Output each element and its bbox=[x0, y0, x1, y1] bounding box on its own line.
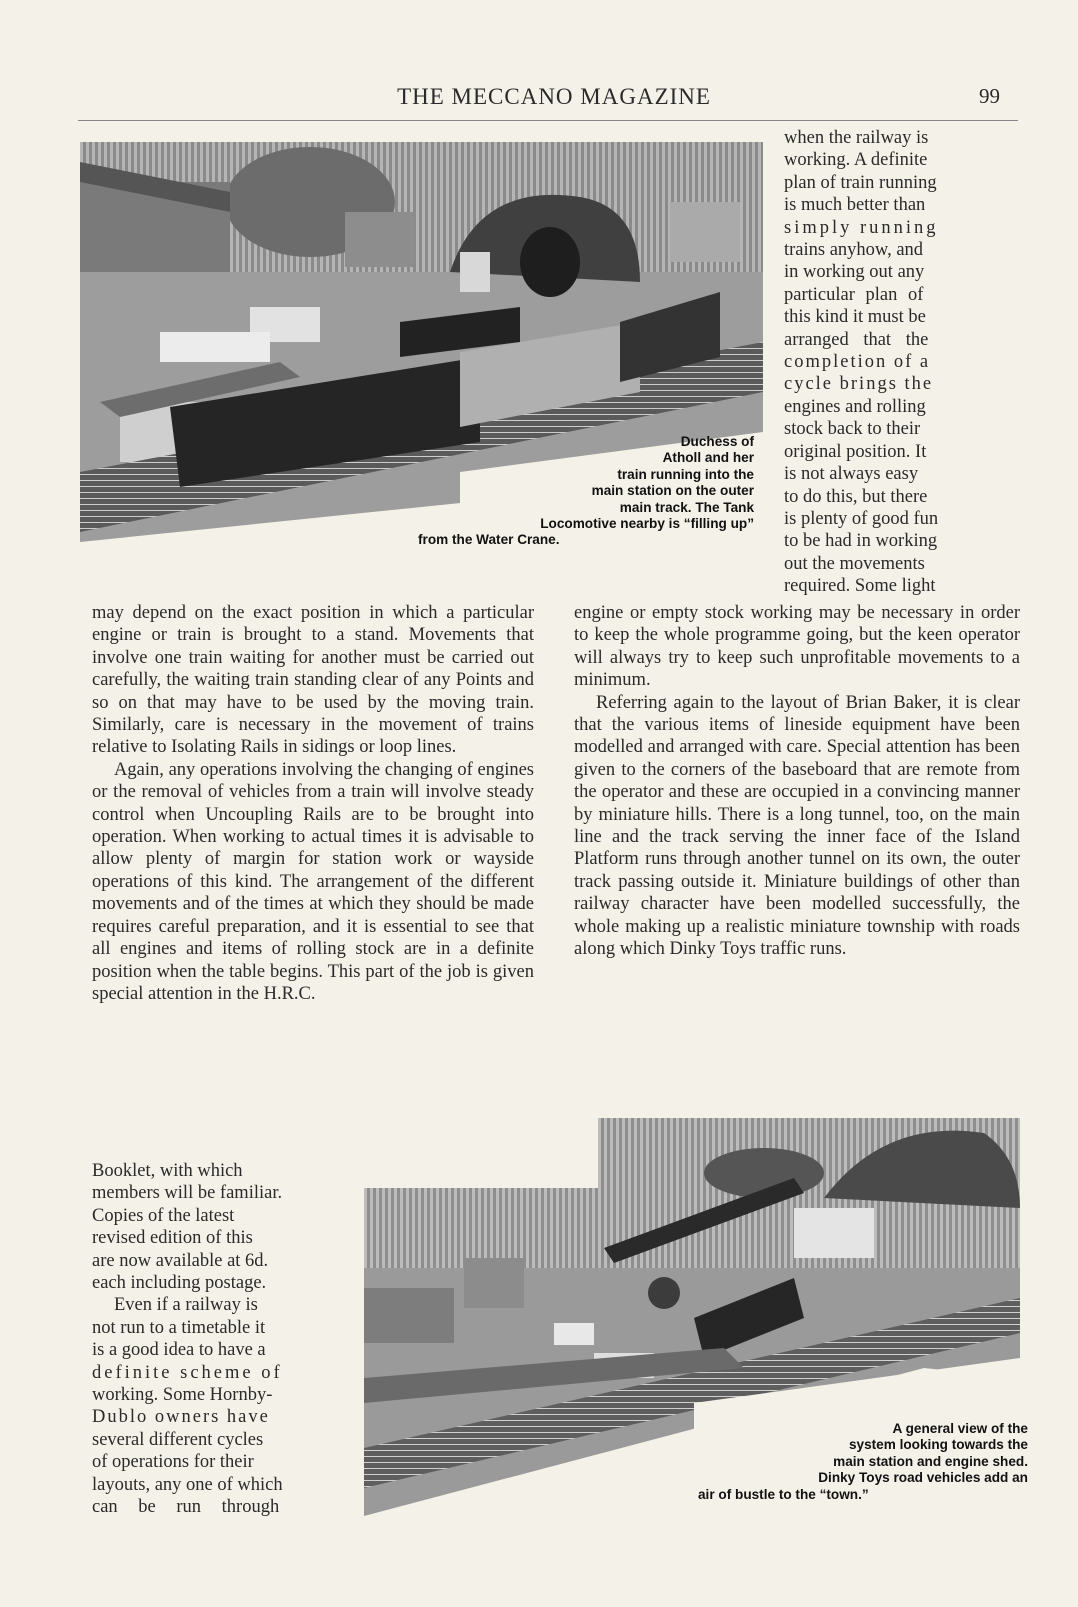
text-line: out the movements bbox=[784, 553, 925, 574]
caption-line: Dinky Toys road vehicles add an bbox=[818, 1470, 1028, 1486]
text-line: this kind it must be bbox=[784, 307, 926, 328]
text-line: Even if a railway is bbox=[114, 1295, 258, 1316]
text-line: not run to a timetable it bbox=[92, 1317, 266, 1338]
magazine-title: THE MECCANO MAGAZINE bbox=[397, 84, 711, 109]
text-line: working. Some Hornby- bbox=[92, 1385, 273, 1406]
text-line: engines and rolling bbox=[784, 396, 926, 417]
text-line: required. Some light bbox=[784, 576, 936, 597]
caption-line: Atholl and her bbox=[662, 450, 754, 466]
text-line: original position. It bbox=[784, 441, 927, 462]
caption-line: system looking towards the bbox=[848, 1437, 1028, 1453]
paragraph: engine or empty stock working may be necessary in order to keep the whole programme going, but the keen operator will always try to keep such unprofitable movements to a minimum. bbox=[574, 603, 1020, 691]
caption-line: A general view of the bbox=[892, 1421, 1028, 1436]
paragraph: may depend on the exact position in which a particular engine or train is brought to a stand. Movements that involve one train waiting for another must be carried out carefully, the waiting train standing clear of any Points and so on that may have to be used by the moving train. Similarly, care is necessary in the movement of trains relative to Isolating Rails in sidings or loop lines. bbox=[92, 603, 534, 758]
text-line: trains anyhow, and bbox=[784, 240, 924, 261]
text-line: are now available at 6d. bbox=[92, 1250, 269, 1271]
text-line: is much better than bbox=[784, 195, 926, 216]
caption-line: train running into the bbox=[617, 466, 754, 482]
caption-line: air of bustle to the “town.” bbox=[698, 1486, 869, 1502]
right-column bbox=[574, 602, 1020, 961]
text-line: is not always easy bbox=[784, 464, 919, 485]
caption-line: main track. The Tank bbox=[619, 499, 754, 515]
text-line: to do this, but there bbox=[784, 486, 928, 507]
text-line: members will be familiar. bbox=[92, 1183, 283, 1204]
text-line: is plenty of good fun bbox=[784, 508, 939, 529]
left-narrow-column bbox=[92, 1160, 346, 1519]
caption-line: main station and engine shed. bbox=[833, 1453, 1028, 1469]
caption-line: from the Water Crane. bbox=[418, 532, 560, 548]
header-rule bbox=[78, 120, 1018, 121]
text-line: Copies of the latest bbox=[92, 1205, 235, 1226]
text-line: layouts, any one of which bbox=[92, 1474, 283, 1495]
text-line: of operations for their bbox=[92, 1452, 254, 1473]
photo1-caption bbox=[330, 434, 754, 549]
caption-line: main station on the outer bbox=[591, 483, 754, 499]
text-line: working. A definite bbox=[784, 150, 928, 171]
text-line: arranged that the bbox=[784, 329, 929, 350]
text-line: in working out any bbox=[784, 262, 925, 283]
photo2-caption bbox=[650, 1421, 1028, 1503]
text-line: simply running bbox=[784, 217, 939, 238]
text-line: revised edition of this bbox=[92, 1228, 253, 1249]
text-line: stock back to their bbox=[784, 419, 921, 440]
text-line: can be run through bbox=[92, 1497, 280, 1518]
text-line: Dublo owners have bbox=[92, 1407, 270, 1428]
text-line: to be had in working bbox=[784, 531, 938, 552]
paragraph: Again, any operations involving the changing of engines or the removal of vehicles from a train will involve steady control when Uncoupling Rails are to be brought into operation. When working to actual times it is advisable to allow plenty of margin for station work or wayside operations of this kind. The arrangement of the different movements and of the times at which they should be made requires careful preparation, and it is essential to see that all engines and items of rolling stock are in a definite position when the table begins. This part of the job is given special attention in the H.R.C. bbox=[92, 759, 534, 1004]
text-line: particular plan of bbox=[784, 284, 924, 305]
caption-line: Locomotive nearby is “filling up” bbox=[540, 516, 754, 532]
text-line: definite scheme of bbox=[92, 1362, 283, 1383]
right-top-column bbox=[784, 127, 1018, 598]
caption-line: Duchess of bbox=[680, 434, 754, 449]
text-line: when the railway is bbox=[784, 128, 929, 148]
text-line: several different cycles bbox=[92, 1429, 264, 1450]
text-line: each including postage. bbox=[92, 1273, 267, 1294]
text-line: cycle brings the bbox=[784, 374, 934, 395]
text-line: is a good idea to have a bbox=[92, 1340, 266, 1361]
text-line: Booklet, with which bbox=[92, 1161, 243, 1181]
text-line: completion of a bbox=[784, 352, 931, 373]
paragraph: Referring again to the layout of Brian Baker, it is clear that the various items of lineside equipment have been modelled and arranged with care. Special attention has been given to the corners of the baseboard that are remote from the operator and these are occupied in a convincing manner by miniature hills. There is a long tunnel, too, on the main line and the track serving the inner face of the Island Platform runs through another tunnel on its own, the outer track passing outside it. Miniature buildings of other than railway character have been modelled successfully, the whole making up a realistic miniature township with roads along which Dinky Toys traffic runs. bbox=[574, 692, 1020, 960]
text-line: plan of train running bbox=[784, 172, 937, 193]
page-number: 99 bbox=[979, 84, 1000, 108]
left-column bbox=[92, 602, 534, 1005]
